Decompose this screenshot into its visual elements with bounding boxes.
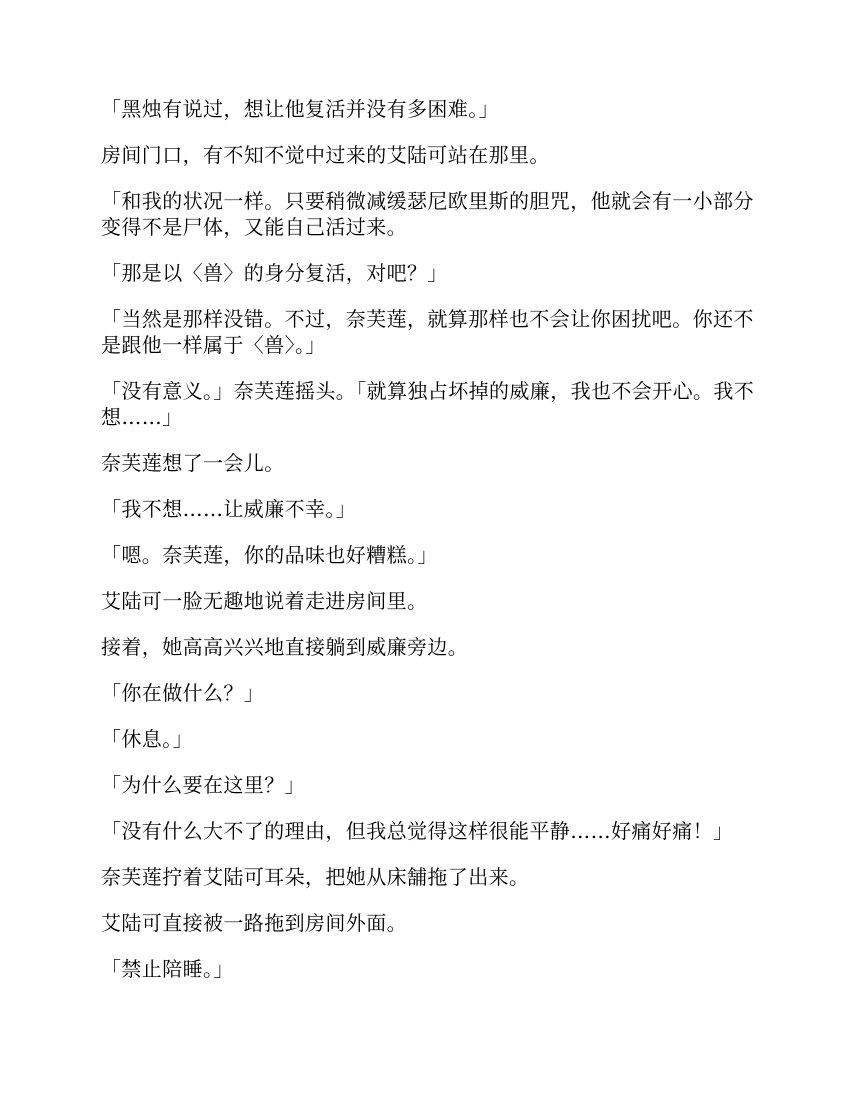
- paragraph: 房间门口，有不知不觉中过来的艾陆可站在那里。: [101, 143, 550, 167]
- paragraph: 「为什么要在这里？」: [101, 773, 305, 797]
- paragraph: 奈芙莲拧着艾陆可耳朵，把她从床舗拖了出来。: [101, 865, 530, 889]
- paragraph: 「休息。」: [101, 727, 193, 751]
- paragraph: 艾陆可直接被一路拖到房间外面。: [101, 911, 407, 935]
- paragraph: 「我不想……让威廉不幸。」: [101, 497, 357, 521]
- paragraph: 「嗯。奈芙莲，你的品味也好糟糕。」: [101, 543, 438, 567]
- paragraph: 艾陆可一脸无趣地说着走进房间里。: [101, 589, 428, 613]
- paragraph: 奈芙莲想了一会儿。: [101, 451, 285, 475]
- document-body: [101, 96, 756, 1002]
- paragraph: 「禁止陪睡。」: [101, 957, 234, 981]
- paragraph: 接着，她高高兴兴地直接躺到威廉旁边。: [101, 635, 469, 659]
- paragraph: 「没有什么大不了的理由，但我总觉得这样很能平静……好痛好痛！」: [101, 819, 734, 843]
- paragraph: 「那是以〈兽〉的身分复活，对吧？」: [101, 261, 448, 285]
- paragraph: 「没有意义。」奈芙莲摇头。「就算独占坏掉的威廉，我也不会开心。我不想……」: [101, 379, 755, 429]
- paragraph: 「你在做什么？」: [101, 681, 265, 705]
- paragraph: 「当然是那样没错。不过，奈芙莲，就算那样也不会让你困扰吧。你还不是跟他一样属于〈兽〉。」: [101, 307, 754, 357]
- paragraph: 「和我的状况一样。只要稍微减缓瑟尼欧里斯的胆咒，他就会有一小部分变得不是尸体，又能自己活过来。: [101, 189, 754, 239]
- paragraph: 「黑烛有说过，想让他复活并没有多困难。」: [101, 97, 499, 121]
